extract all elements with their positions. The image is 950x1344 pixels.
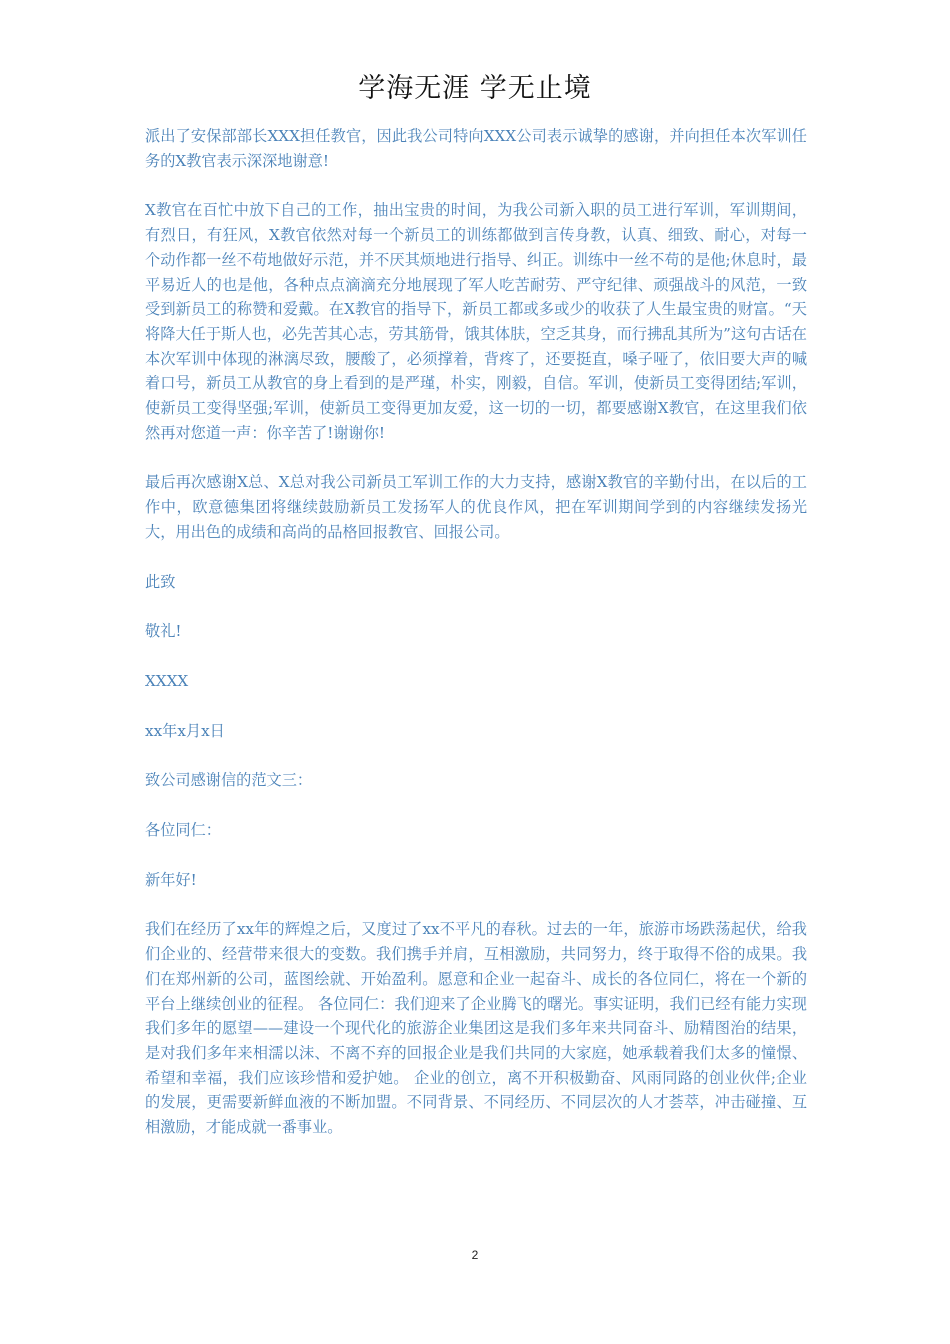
paragraph-gap: [145, 173, 807, 198]
section-heading-sample-three: 致公司感谢信的范文三：: [145, 771, 313, 790]
signature: XXXX: [145, 671, 189, 690]
paragraph-final-thanks: 最后再次感谢X总、X总对我公司新员工军训工作的大力支持，感谢X教官的辛勤付出，在以后的工作中，欧意德集团将继续鼓励新员工发扬军人的优良作风，把在军训期间学到的内容继续发扬光大，用出色的成绩和高尚的品格回报教官、回报公司。: [145, 473, 807, 541]
paragraph-year-review: 我们在经历了xx年的辉煌之后，又度过了xx不平凡的春秋。过去的一年，旅游市场跌荡起伏，给我们企业的、经营带来很大的变数。我们携手并肩，互相激励，共同努力，终于取得不俗的成果。我们在郑州新的公司，蓝图绘就、开始盈利。愿意和企业一起奋斗、成长的各位同仁，将在一个新的平台上继续创业的征程。 各位同仁：我们迎来了企业腾飞的曙光。事实证明，我们已经有能力实现我们多年的愿望——建设一个现代化的旅游企业集团这是我们多年来共同奋斗、励精图治的结果，是对我们多年来相濡以沫、不离不弃的回报企业是我们共同的大家庭，她承载着我们太多的憧憬、希望和幸福，我们应该珍惜和爱护她。 企业的创立，离不开积极勤奋、风雨同路的创业伙伴;企业的发展，更需要新鲜血液的不断加盟。不同背景、不同经历、不同层次的人才荟萃，冲击碰撞、互相激励，才能成就一番事业。: [145, 920, 807, 1137]
paragraph-gap: [145, 793, 807, 818]
paragraph-gap: [145, 694, 807, 719]
greeting-colleagues: 各位同仁：: [145, 821, 221, 840]
paragraph-gap: [145, 545, 807, 570]
paragraph-instructor-praise: X教官在百忙中放下自己的工作，抽出宝贵的时间，为我公司新入职的员工进行军训，军训期间，有烈日，有狂风，X教官依然对每一个新员工的训练都做到言传身教，认真、细致、耐心，对每一个动作都一丝不苟地做好示范，并不厌其烦地进行指导、纠正。训练中一丝不苟的是他;休息时，最平易近人的也是他，各种点点滴滴充分地展现了军人吃苦耐劳、严守纪律、顽强战斗的风范，一致受到新员工的称赞和爱戴。在X教官的指导下，新员工都或多或少的收获了人生最宝贵的财富。“天将降大任于斯人也，必先苦其心志，劳其筋骨，饿其体肤，空乏其身，而行拂乱其所为”这句古话在本次军训中体现的淋漓尽致，腰酸了，必须撑着，背疼了，还要挺直，嗓子哑了，依旧要大声的喊着口号，新员工从教官的身上看到的是严瑾，朴实，刚毅，自信。军训，使新员工变得团结;军训，使新员工变得坚强;军训，使新员工变得更加友爱，这一切的一切，都要感谢X教官，在这里我们依然再对您道一声：你辛苦了!谢谢你!: [145, 201, 807, 442]
letter-body: [145, 124, 807, 1140]
closing-regards: 敬礼!: [145, 622, 182, 641]
closing-salutation: 此致: [145, 572, 176, 591]
paragraph-gap: [145, 892, 807, 917]
paragraph-gap: [145, 594, 807, 619]
page-number: 2: [471, 1248, 479, 1262]
paragraph-gap: [145, 445, 807, 470]
greeting-new-year: 新年好!: [145, 870, 197, 889]
paragraph-gap: [145, 743, 807, 768]
paragraph-gap: [145, 843, 807, 868]
paragraph-thanks-intro: 派出了安保部部长XXX担任教官，因此我公司特向XXX公司表示诚挚的感谢，并向担任本次军训任务的X教官表示深深地谢意!: [145, 127, 807, 170]
page-header-title: 学海无涯 学无止境: [358, 73, 592, 104]
paragraph-gap: [145, 644, 807, 669]
letter-date: xx年x月x日: [145, 721, 225, 740]
